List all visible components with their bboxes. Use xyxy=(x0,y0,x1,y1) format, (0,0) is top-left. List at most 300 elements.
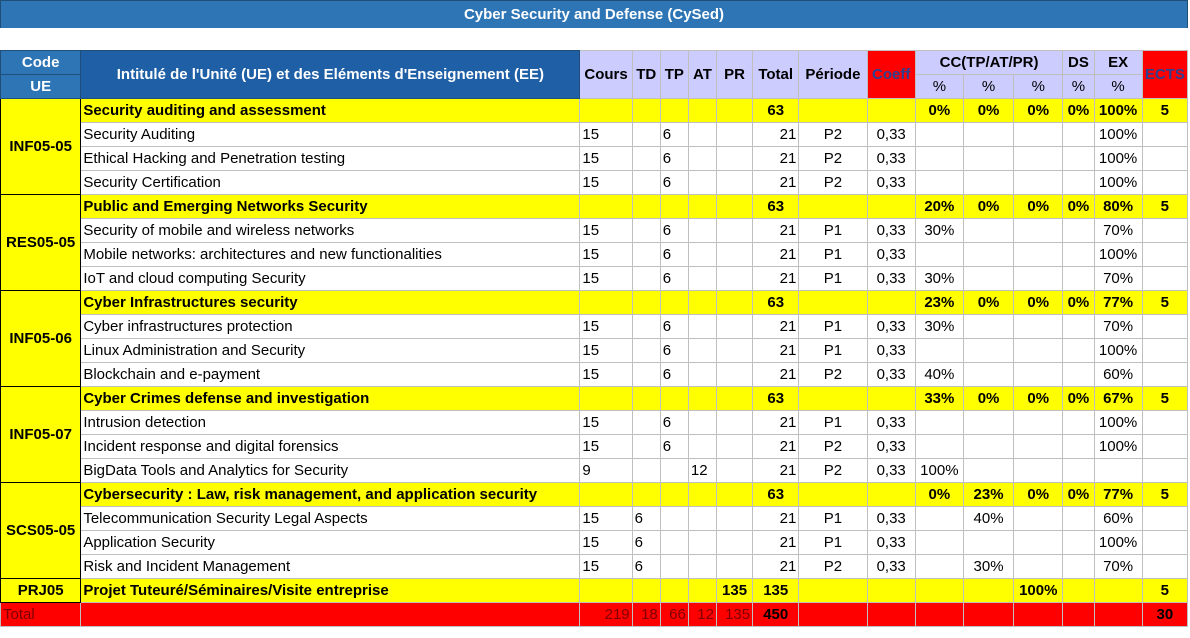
ee-cc2: 30% xyxy=(963,555,1013,579)
ee-tp: 6 xyxy=(660,411,688,435)
ee-ds xyxy=(1063,531,1094,555)
ee-row xyxy=(1,363,1188,387)
ee-cours: 15 xyxy=(580,243,632,267)
project-pr: 135 xyxy=(716,579,752,603)
ue-cc2: 0% xyxy=(963,99,1013,123)
ee-td xyxy=(632,123,660,147)
ue-title: Cybersecurity : Law, risk management, and application security xyxy=(81,483,580,507)
project-cc2 xyxy=(963,579,1013,603)
ue-cc1: 33% xyxy=(915,387,963,411)
ee-total: 21 xyxy=(753,171,799,195)
ue-td xyxy=(632,99,660,123)
ue-ex: 80% xyxy=(1094,195,1142,219)
ue-cc1: 23% xyxy=(915,291,963,315)
header-pct-ds: % xyxy=(1063,75,1094,99)
ee-cc1: 100% xyxy=(915,459,963,483)
ee-periode: P1 xyxy=(799,267,867,291)
totals-cours: 219 xyxy=(580,603,632,627)
header-coeff: Coeff xyxy=(867,51,915,99)
project-title: Projet Tuteuré/Séminaires/Visite entreprise xyxy=(81,579,580,603)
ee-td xyxy=(632,363,660,387)
ue-periode xyxy=(799,195,867,219)
ee-cc3 xyxy=(1014,171,1063,195)
ee-ex: 100% xyxy=(1094,435,1142,459)
ee-ex: 70% xyxy=(1094,219,1142,243)
header-pct-cc2: % xyxy=(963,75,1013,99)
ue-cc3: 0% xyxy=(1014,99,1063,123)
ee-cc3 xyxy=(1014,267,1063,291)
ee-coeff: 0,33 xyxy=(867,171,915,195)
ue-coeff xyxy=(867,195,915,219)
ee-cours: 15 xyxy=(580,267,632,291)
ee-ex: 100% xyxy=(1094,147,1142,171)
ee-cc1 xyxy=(915,123,963,147)
ee-tp: 6 xyxy=(660,363,688,387)
ee-name: IoT and cloud computing Security xyxy=(81,267,580,291)
totals-cc2 xyxy=(963,603,1013,627)
ue-at xyxy=(688,387,716,411)
ue-coeff xyxy=(867,99,915,123)
ee-ds xyxy=(1063,363,1094,387)
ee-cours: 15 xyxy=(580,123,632,147)
ue-cc3: 0% xyxy=(1014,291,1063,315)
ee-tp xyxy=(660,531,688,555)
ee-at xyxy=(688,363,716,387)
ue-pr xyxy=(716,99,752,123)
ee-ds xyxy=(1063,147,1094,171)
ee-ex: 100% xyxy=(1094,339,1142,363)
ee-cc1 xyxy=(915,435,963,459)
ee-periode: P1 xyxy=(799,243,867,267)
ue-ects: 5 xyxy=(1142,483,1187,507)
project-cc1 xyxy=(915,579,963,603)
ee-total: 21 xyxy=(753,435,799,459)
curriculum-table xyxy=(0,50,1188,627)
ee-at xyxy=(688,171,716,195)
ee-coeff: 0,33 xyxy=(867,315,915,339)
ee-td: 6 xyxy=(632,555,660,579)
ue-cc1: 0% xyxy=(915,99,963,123)
ee-name: Incident response and digital forensics xyxy=(81,435,580,459)
ee-ds xyxy=(1063,507,1094,531)
ee-coeff: 0,33 xyxy=(867,507,915,531)
ue-total: 63 xyxy=(753,99,799,123)
ee-periode: P2 xyxy=(799,171,867,195)
ue-at xyxy=(688,195,716,219)
ue-ds: 0% xyxy=(1063,387,1094,411)
header-cours: Cours xyxy=(580,51,632,99)
ee-cc3 xyxy=(1014,555,1063,579)
ee-cc2 xyxy=(963,531,1013,555)
totals-total: 450 xyxy=(753,603,799,627)
ee-pr xyxy=(716,339,752,363)
ee-at xyxy=(688,435,716,459)
ee-periode: P2 xyxy=(799,147,867,171)
ee-total: 21 xyxy=(753,507,799,531)
ee-cc2 xyxy=(963,243,1013,267)
totals-blank xyxy=(81,603,580,627)
ee-tp: 6 xyxy=(660,435,688,459)
ee-ds xyxy=(1063,123,1094,147)
ee-name: Security Auditing xyxy=(81,123,580,147)
ee-td: 6 xyxy=(632,531,660,555)
ee-cc2 xyxy=(963,147,1013,171)
ee-row xyxy=(1,171,1188,195)
ee-coeff: 0,33 xyxy=(867,267,915,291)
ee-tp: 6 xyxy=(660,171,688,195)
ee-ds xyxy=(1063,459,1094,483)
ee-cc1: 30% xyxy=(915,315,963,339)
ee-cc3 xyxy=(1014,147,1063,171)
ee-ex xyxy=(1094,459,1142,483)
ee-td xyxy=(632,171,660,195)
ue-ds: 0% xyxy=(1063,291,1094,315)
ee-name: Ethical Hacking and Penetration testing xyxy=(81,147,580,171)
ue-cc3: 0% xyxy=(1014,483,1063,507)
ee-total: 21 xyxy=(753,267,799,291)
ue-title: Public and Emerging Networks Security xyxy=(81,195,580,219)
ee-ex: 100% xyxy=(1094,123,1142,147)
ee-ds xyxy=(1063,171,1094,195)
ue-code: INF05-06 xyxy=(1,291,81,387)
ee-td xyxy=(632,459,660,483)
ee-ds xyxy=(1063,411,1094,435)
ee-total: 21 xyxy=(753,123,799,147)
ue-ex: 67% xyxy=(1094,387,1142,411)
ee-periode: P1 xyxy=(799,339,867,363)
totals-coeff xyxy=(867,603,915,627)
ee-cc2 xyxy=(963,411,1013,435)
ee-cc3 xyxy=(1014,531,1063,555)
ee-total: 21 xyxy=(753,219,799,243)
ue-ex: 100% xyxy=(1094,99,1142,123)
ee-coeff: 0,33 xyxy=(867,147,915,171)
ue-td xyxy=(632,483,660,507)
ue-code: INF05-05 xyxy=(1,99,81,195)
ee-pr xyxy=(716,555,752,579)
ue-total: 63 xyxy=(753,195,799,219)
project-periode xyxy=(799,579,867,603)
ee-name: Security Certification xyxy=(81,171,580,195)
ee-periode: P2 xyxy=(799,123,867,147)
ee-total: 21 xyxy=(753,339,799,363)
ee-tp xyxy=(660,507,688,531)
ee-ects xyxy=(1142,315,1187,339)
ee-periode: P1 xyxy=(799,315,867,339)
header-periode: Période xyxy=(799,51,867,99)
ee-row xyxy=(1,339,1188,363)
ue-coeff xyxy=(867,387,915,411)
ue-cc2: 0% xyxy=(963,387,1013,411)
ee-cc2 xyxy=(963,315,1013,339)
ee-ects xyxy=(1142,243,1187,267)
totals-pr: 135 xyxy=(716,603,752,627)
ee-coeff: 0,33 xyxy=(867,435,915,459)
ee-cc1: 30% xyxy=(915,219,963,243)
project-ds xyxy=(1063,579,1094,603)
ee-cc1: 30% xyxy=(915,267,963,291)
ue-cours xyxy=(580,483,632,507)
ee-td: 6 xyxy=(632,507,660,531)
ee-cc2 xyxy=(963,435,1013,459)
project-code: PRJ05 xyxy=(1,579,81,603)
ue-td xyxy=(632,195,660,219)
ee-cours: 15 xyxy=(580,315,632,339)
ue-coeff xyxy=(867,291,915,315)
ee-cc2 xyxy=(963,363,1013,387)
ee-pr xyxy=(716,411,752,435)
ue-tp xyxy=(660,99,688,123)
ee-row xyxy=(1,435,1188,459)
ee-cc2 xyxy=(963,459,1013,483)
ue-pr xyxy=(716,291,752,315)
ue-coeff xyxy=(867,483,915,507)
ee-coeff: 0,33 xyxy=(867,363,915,387)
ue-row xyxy=(1,99,1188,123)
ee-at: 12 xyxy=(688,459,716,483)
ue-at xyxy=(688,483,716,507)
ee-total: 21 xyxy=(753,459,799,483)
project-total: 135 xyxy=(753,579,799,603)
ee-ects xyxy=(1142,435,1187,459)
header-total: Total xyxy=(753,51,799,99)
ee-pr xyxy=(716,243,752,267)
ee-cc3 xyxy=(1014,123,1063,147)
project-td xyxy=(632,579,660,603)
ee-cc3 xyxy=(1014,315,1063,339)
ee-tp: 6 xyxy=(660,123,688,147)
ue-row xyxy=(1,483,1188,507)
blank-row xyxy=(0,28,1190,50)
ee-tp xyxy=(660,459,688,483)
ee-tp: 6 xyxy=(660,219,688,243)
ee-ex: 70% xyxy=(1094,555,1142,579)
ee-ex: 100% xyxy=(1094,171,1142,195)
ee-ds xyxy=(1063,435,1094,459)
ee-coeff: 0,33 xyxy=(867,411,915,435)
ee-total: 21 xyxy=(753,531,799,555)
ee-cc1: 40% xyxy=(915,363,963,387)
ee-cc3 xyxy=(1014,435,1063,459)
totals-at: 12 xyxy=(688,603,716,627)
ee-name: BigData Tools and Analytics for Security xyxy=(81,459,580,483)
ee-periode: P2 xyxy=(799,555,867,579)
ee-td xyxy=(632,339,660,363)
ue-cc2: 0% xyxy=(963,291,1013,315)
ee-periode: P1 xyxy=(799,507,867,531)
ee-ex: 70% xyxy=(1094,315,1142,339)
ee-at xyxy=(688,339,716,363)
ee-ds xyxy=(1063,267,1094,291)
ee-pr xyxy=(716,219,752,243)
ee-name: Application Security xyxy=(81,531,580,555)
ee-cc3 xyxy=(1014,243,1063,267)
ee-ects xyxy=(1142,147,1187,171)
ee-name: Telecommunication Security Legal Aspects xyxy=(81,507,580,531)
ee-name: Blockchain and e-payment xyxy=(81,363,580,387)
ee-at xyxy=(688,315,716,339)
ee-name: Intrusion detection xyxy=(81,411,580,435)
ee-row xyxy=(1,315,1188,339)
ee-coeff: 0,33 xyxy=(867,339,915,363)
ue-row xyxy=(1,387,1188,411)
ee-coeff: 0,33 xyxy=(867,243,915,267)
ue-tp xyxy=(660,387,688,411)
ue-pr xyxy=(716,387,752,411)
ue-code: SCS05-05 xyxy=(1,483,81,579)
ee-cours: 15 xyxy=(580,555,632,579)
ee-row xyxy=(1,267,1188,291)
ue-cc3: 0% xyxy=(1014,387,1063,411)
project-cc3: 100% xyxy=(1014,579,1063,603)
project-ex xyxy=(1094,579,1142,603)
ee-cc1 xyxy=(915,171,963,195)
ue-cc1: 0% xyxy=(915,483,963,507)
ee-periode: P1 xyxy=(799,411,867,435)
ee-cours: 15 xyxy=(580,507,632,531)
header-ds: DS xyxy=(1063,51,1094,75)
ee-name: Linux Administration and Security xyxy=(81,339,580,363)
header-at: AT xyxy=(688,51,716,99)
ee-pr xyxy=(716,363,752,387)
ee-cc3 xyxy=(1014,363,1063,387)
totals-cc3 xyxy=(1014,603,1063,627)
ee-periode: P1 xyxy=(799,219,867,243)
header-ex: EX xyxy=(1094,51,1142,75)
ee-row xyxy=(1,219,1188,243)
ue-periode xyxy=(799,387,867,411)
ee-ects xyxy=(1142,267,1187,291)
ee-ds xyxy=(1063,555,1094,579)
ue-ects: 5 xyxy=(1142,99,1187,123)
ue-total: 63 xyxy=(753,291,799,315)
ee-cc1 xyxy=(915,507,963,531)
project-coeff xyxy=(867,579,915,603)
ee-ex: 60% xyxy=(1094,507,1142,531)
ue-cours xyxy=(580,387,632,411)
ue-periode xyxy=(799,99,867,123)
ue-title: Cyber Crimes defense and investigation xyxy=(81,387,580,411)
header-ects: ECTS xyxy=(1142,51,1187,99)
ue-ects: 5 xyxy=(1142,291,1187,315)
ue-cours xyxy=(580,99,632,123)
ue-periode xyxy=(799,483,867,507)
ee-ects xyxy=(1142,555,1187,579)
ee-cours: 15 xyxy=(580,219,632,243)
ee-ects xyxy=(1142,411,1187,435)
ee-td xyxy=(632,435,660,459)
ee-cc3 xyxy=(1014,339,1063,363)
ee-tp: 6 xyxy=(660,147,688,171)
ue-cc1: 20% xyxy=(915,195,963,219)
ee-ects xyxy=(1142,171,1187,195)
totals-ds xyxy=(1063,603,1094,627)
header-pct-cc1: % xyxy=(915,75,963,99)
ee-periode: P1 xyxy=(799,531,867,555)
ee-cc2 xyxy=(963,171,1013,195)
ee-cc2 xyxy=(963,219,1013,243)
ee-at xyxy=(688,147,716,171)
ue-cours xyxy=(580,195,632,219)
ee-total: 21 xyxy=(753,243,799,267)
header-pct-ex: % xyxy=(1094,75,1142,99)
totals-row xyxy=(1,603,1188,627)
ue-at xyxy=(688,99,716,123)
ee-ex: 100% xyxy=(1094,243,1142,267)
ee-cours: 15 xyxy=(580,171,632,195)
ee-ects xyxy=(1142,531,1187,555)
project-ects: 5 xyxy=(1142,579,1187,603)
ue-ects: 5 xyxy=(1142,195,1187,219)
ue-cc3: 0% xyxy=(1014,195,1063,219)
totals-periode xyxy=(799,603,867,627)
header-td: TD xyxy=(632,51,660,99)
ee-ds xyxy=(1063,339,1094,363)
ue-cc2: 23% xyxy=(963,483,1013,507)
ee-cours: 15 xyxy=(580,339,632,363)
ue-at xyxy=(688,291,716,315)
ee-coeff: 0,33 xyxy=(867,459,915,483)
totals-ex xyxy=(1094,603,1142,627)
header-pr: PR xyxy=(716,51,752,99)
ee-cc3 xyxy=(1014,459,1063,483)
ee-ex: 70% xyxy=(1094,267,1142,291)
ee-td xyxy=(632,147,660,171)
totals-label: Total xyxy=(1,603,81,627)
ee-total: 21 xyxy=(753,555,799,579)
ue-cc2: 0% xyxy=(963,195,1013,219)
ee-row xyxy=(1,243,1188,267)
ue-periode xyxy=(799,291,867,315)
ee-td xyxy=(632,411,660,435)
ue-ds: 0% xyxy=(1063,99,1094,123)
project-row xyxy=(1,579,1188,603)
ee-tp xyxy=(660,555,688,579)
ee-cc2 xyxy=(963,339,1013,363)
totals-cc1 xyxy=(915,603,963,627)
ee-tp: 6 xyxy=(660,267,688,291)
ee-total: 21 xyxy=(753,411,799,435)
ee-row xyxy=(1,507,1188,531)
header-code: Code xyxy=(1,51,81,75)
ee-tp: 6 xyxy=(660,339,688,363)
ue-total: 63 xyxy=(753,483,799,507)
ee-at xyxy=(688,531,716,555)
ee-cc2: 40% xyxy=(963,507,1013,531)
ue-row xyxy=(1,195,1188,219)
totals-td: 18 xyxy=(632,603,660,627)
ee-tp: 6 xyxy=(660,315,688,339)
ue-td xyxy=(632,291,660,315)
header-pct-cc3: % xyxy=(1014,75,1063,99)
ee-at xyxy=(688,507,716,531)
ue-title: Security auditing and assessment xyxy=(81,99,580,123)
ee-cc1 xyxy=(915,147,963,171)
ue-code: INF05-07 xyxy=(1,387,81,483)
ee-cc3 xyxy=(1014,219,1063,243)
ee-ds xyxy=(1063,219,1094,243)
ee-cours: 15 xyxy=(580,147,632,171)
ee-at xyxy=(688,219,716,243)
ue-tp xyxy=(660,291,688,315)
ee-ects xyxy=(1142,123,1187,147)
ee-row xyxy=(1,531,1188,555)
ee-name: Risk and Incident Management xyxy=(81,555,580,579)
ee-pr xyxy=(716,459,752,483)
ee-at xyxy=(688,123,716,147)
ee-ex: 100% xyxy=(1094,411,1142,435)
ue-title: Cyber Infrastructures security xyxy=(81,291,580,315)
